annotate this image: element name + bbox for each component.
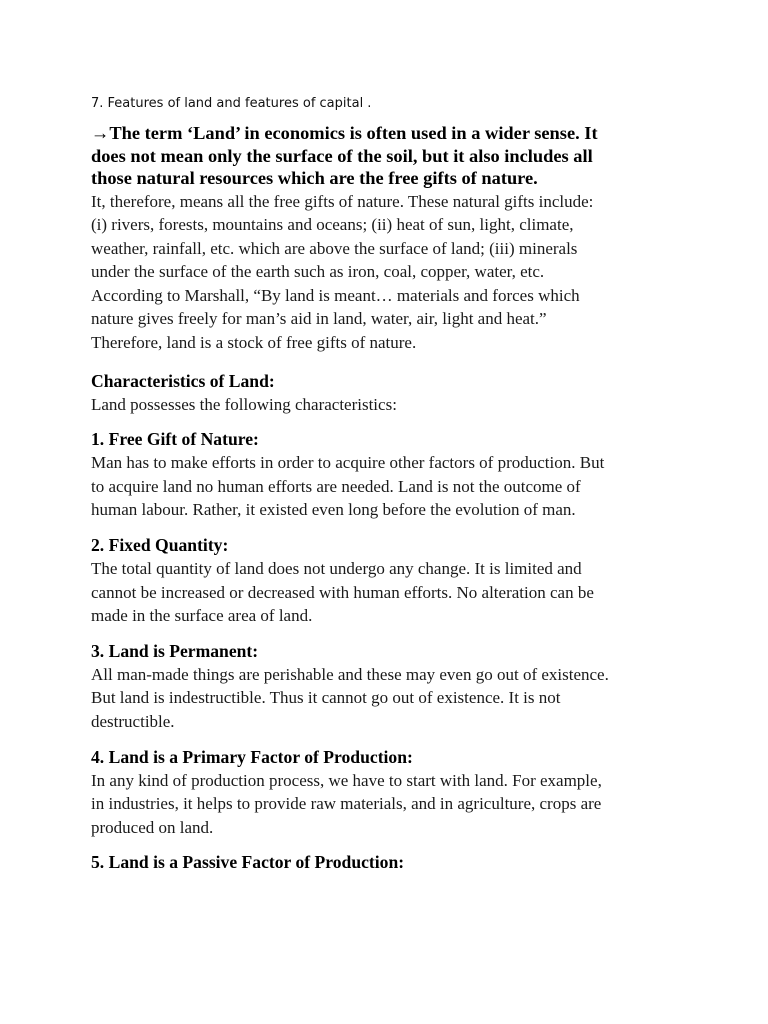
intro-paragraph [91, 190, 691, 355]
section-paragraph [91, 451, 691, 522]
section-free-gift [91, 427, 691, 522]
section-line: cannot be increased or decreased with human efforts. No alteration can be [91, 582, 594, 602]
intro-block [91, 122, 691, 355]
section-line: made in the surface area of land. [91, 606, 313, 626]
section-passive-factor [91, 850, 691, 874]
section-characteristics [91, 369, 691, 417]
section-line: in industries, it helps to provide raw materials, and in agriculture, crops are [91, 794, 602, 814]
section-line: to acquire land no human efforts are needed. Land is not the outcome of [91, 476, 581, 496]
intro-line: nature gives freely for man’s aid in land, water, air, light and heat.” [91, 309, 547, 329]
section-heading: Characteristics of Land: [91, 370, 275, 391]
section-line: In any kind of production process, we have to start with land. For example, [91, 770, 602, 790]
section-heading: 2. Fixed Quantity: [91, 535, 229, 556]
intro-line: weather, rainfall, etc. which are above the surface of land; (iii) minerals [91, 238, 578, 258]
section-primary-factor [91, 745, 691, 840]
section-line: The total quantity of land does not undergo any change. It is limited and [91, 559, 582, 579]
section-heading: 5. Land is a Passive Factor of Production: [91, 852, 405, 873]
section-line: Man has to make efforts in order to acquire other factors of production. But [91, 453, 605, 473]
section-line: But land is indestructible. Thus it cannot go out of existence. It is not [91, 688, 561, 708]
section-paragraph [91, 557, 691, 628]
question-line: 7. Features of land and features of capital . [91, 96, 372, 111]
intro-line: under the surface of the earth such as iron, coal, copper, water, etc. [91, 262, 545, 282]
intro-line: (i) rivers, forests, mountains and oceans; (ii) heat of sun, light, climate, [91, 215, 574, 235]
section-fixed-quantity [91, 533, 691, 628]
section-line: Land possesses the following characteristics: [91, 394, 397, 414]
intro-line: According to Marshall, “By land is meant… materials and forces which [91, 285, 580, 305]
section-line: produced on land. [91, 817, 214, 837]
intro-line: Therefore, land is a stock of free gifts of nature. [91, 333, 417, 353]
section-heading: 3. Land is Permanent: [91, 640, 259, 661]
arrow-icon: → [91, 123, 110, 143]
section-permanent [91, 639, 691, 734]
intro-line: It, therefore, means all the free gifts of nature. These natural gifts include: [91, 191, 594, 211]
intro-bold-line: those natural resources which are the free gifts of nature. [91, 168, 538, 188]
intro-bold-line: does not mean only the surface of the soil, but it also includes all [91, 145, 593, 166]
section-paragraph [91, 769, 691, 840]
section-heading: 4. Land is a Primary Factor of Production: [91, 746, 413, 767]
section-paragraph [91, 393, 691, 417]
section-line: destructible. [91, 712, 175, 731]
document-body [91, 93, 691, 874]
section-line: human labour. Rather, it existed even long before the evolution of man. [91, 500, 576, 520]
intro-bold-paragraph [91, 122, 691, 190]
section-line: All man-made things are perishable and these may even go out of existence. [91, 664, 609, 684]
section-heading: 1. Free Gift of Nature: [91, 429, 259, 450]
intro-bold-line: The term ‘Land’ in economics is often used in a wider sense. It [109, 123, 598, 143]
section-paragraph [91, 663, 691, 734]
